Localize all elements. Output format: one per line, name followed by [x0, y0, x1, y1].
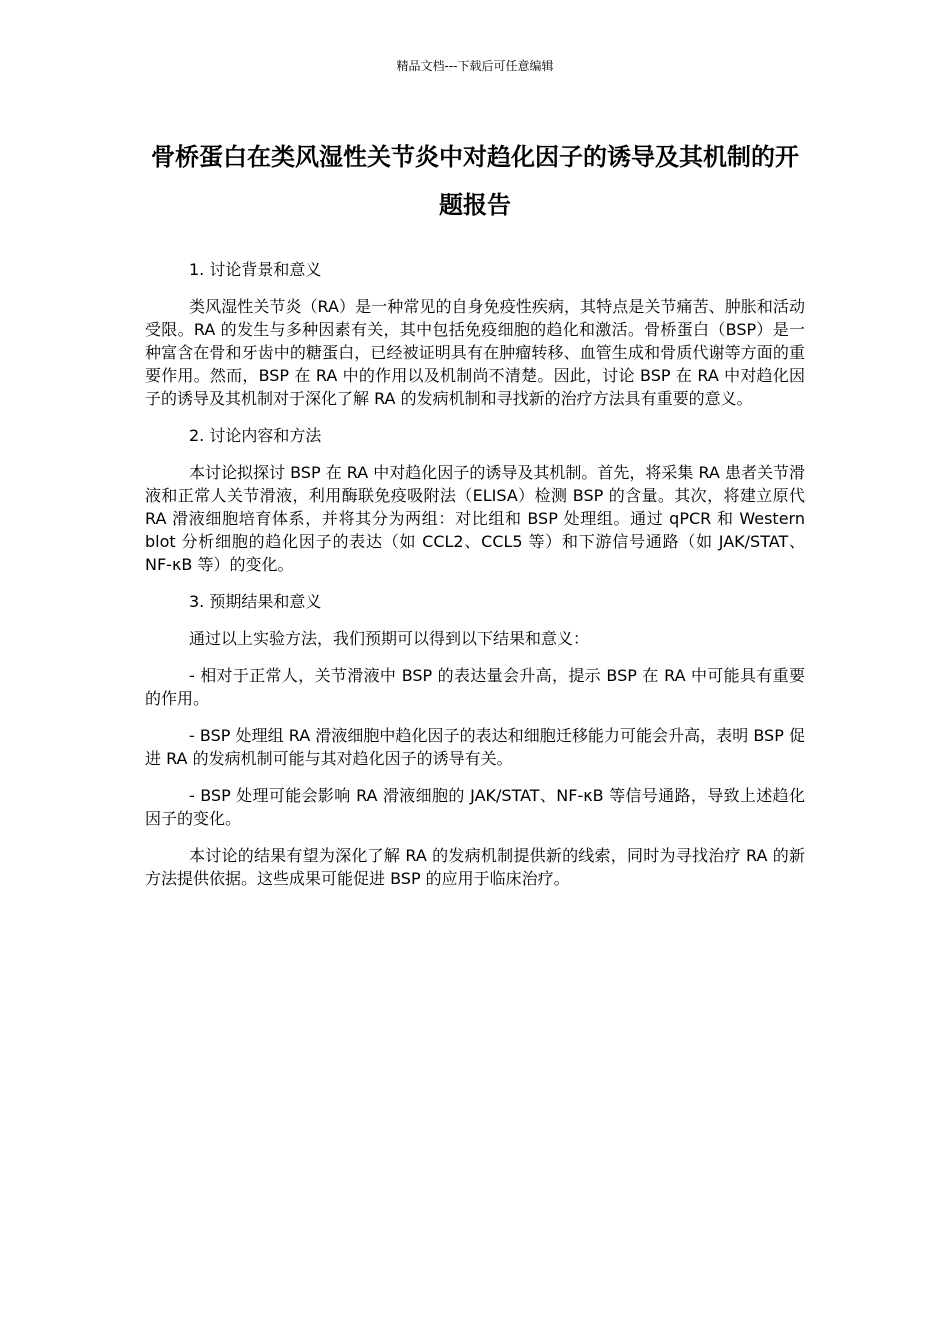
paragraph-results-intro: 通过以上实验方法，我们预期可以得到以下结果和意义： [189, 629, 590, 648]
page-header: 精品文档---下载后可任意编辑 [396, 59, 554, 73]
paragraph-background: 类风湿性关节炎（RA）是一种常见的自身免疫性疾病，其特点是关节痛苦、肿胀和活动受限。RA 的发生与多种因素有关，其中包括免疫细胞的趋化和激活。骨桥蛋白（BSP）是一种富含在骨和牙齿中的糖蛋白，已经被证明具有在肿瘤转移、血管生成和骨质代谢等方面的重要作用。然而，BSP 在 RA 中的作用以及机制尚不清楚。因此，讨论 BSP 在 RA 中对趋化因子的诱导及其机制对于深化了解 RA 的发病机制和寻找新的治疗方法具有重要的意义。 [145, 297, 805, 408]
paragraph-conclusion: 本讨论的结果有望为深化了解 RA 的发病机制提供新的线索，同时为寻找治疗 RA 的新方法提供依据。这些成果可能促进 BSP 的应用于临床治疗。 [145, 846, 805, 888]
section-heading-background: 1. 讨论背景和意义 [189, 260, 322, 279]
paragraph-methods: 本讨论拟探讨 BSP 在 RA 中对趋化因子的诱导及其机制。首先，将采集 RA 患者关节滑液和正常人关节滑液，利用酶联免疫吸附法（ELISA）检测 BSP 的含量。其次，将建立原代 RA 滑液细胞培育体系，并将其分为两组：对比组和 BSP 处理组。通过 qPCR 和 Western blot 分析细胞的趋化因子的表达（如 CCL2、CCL5 等）和下游信号通路（如 JAK/STAT、NF-κB 等）的变化。 [145, 463, 805, 574]
section-heading-expected-results: 3. 预期结果和意义 [189, 592, 322, 611]
paragraph-result-item-3: - BSP 处理可能会影响 RA 滑液细胞的 JAK/STAT、NF-κB 等信号通路，导致上述趋化因子的变化。 [145, 786, 805, 828]
paragraph-result-item-2: - BSP 处理组 RA 滑液细胞中趋化因子的表达和细胞迁移能力可能会升高，表明 BSP 促进 RA 的发病机制可能与其对趋化因子的诱导有关。 [145, 726, 805, 768]
document-body [145, 258, 805, 904]
paragraph-result-item-1: - 相对于正常人，关节滑液中 BSP 的表达量会升高，提示 BSP 在 RA 中可能具有重要的作用。 [145, 666, 805, 708]
document-title: 骨桥蛋白在类风湿性关节炎中对趋化因子的诱导及其机制的开题报告 [151, 143, 799, 219]
section-heading-methods: 2. 讨论内容和方法 [189, 426, 322, 445]
